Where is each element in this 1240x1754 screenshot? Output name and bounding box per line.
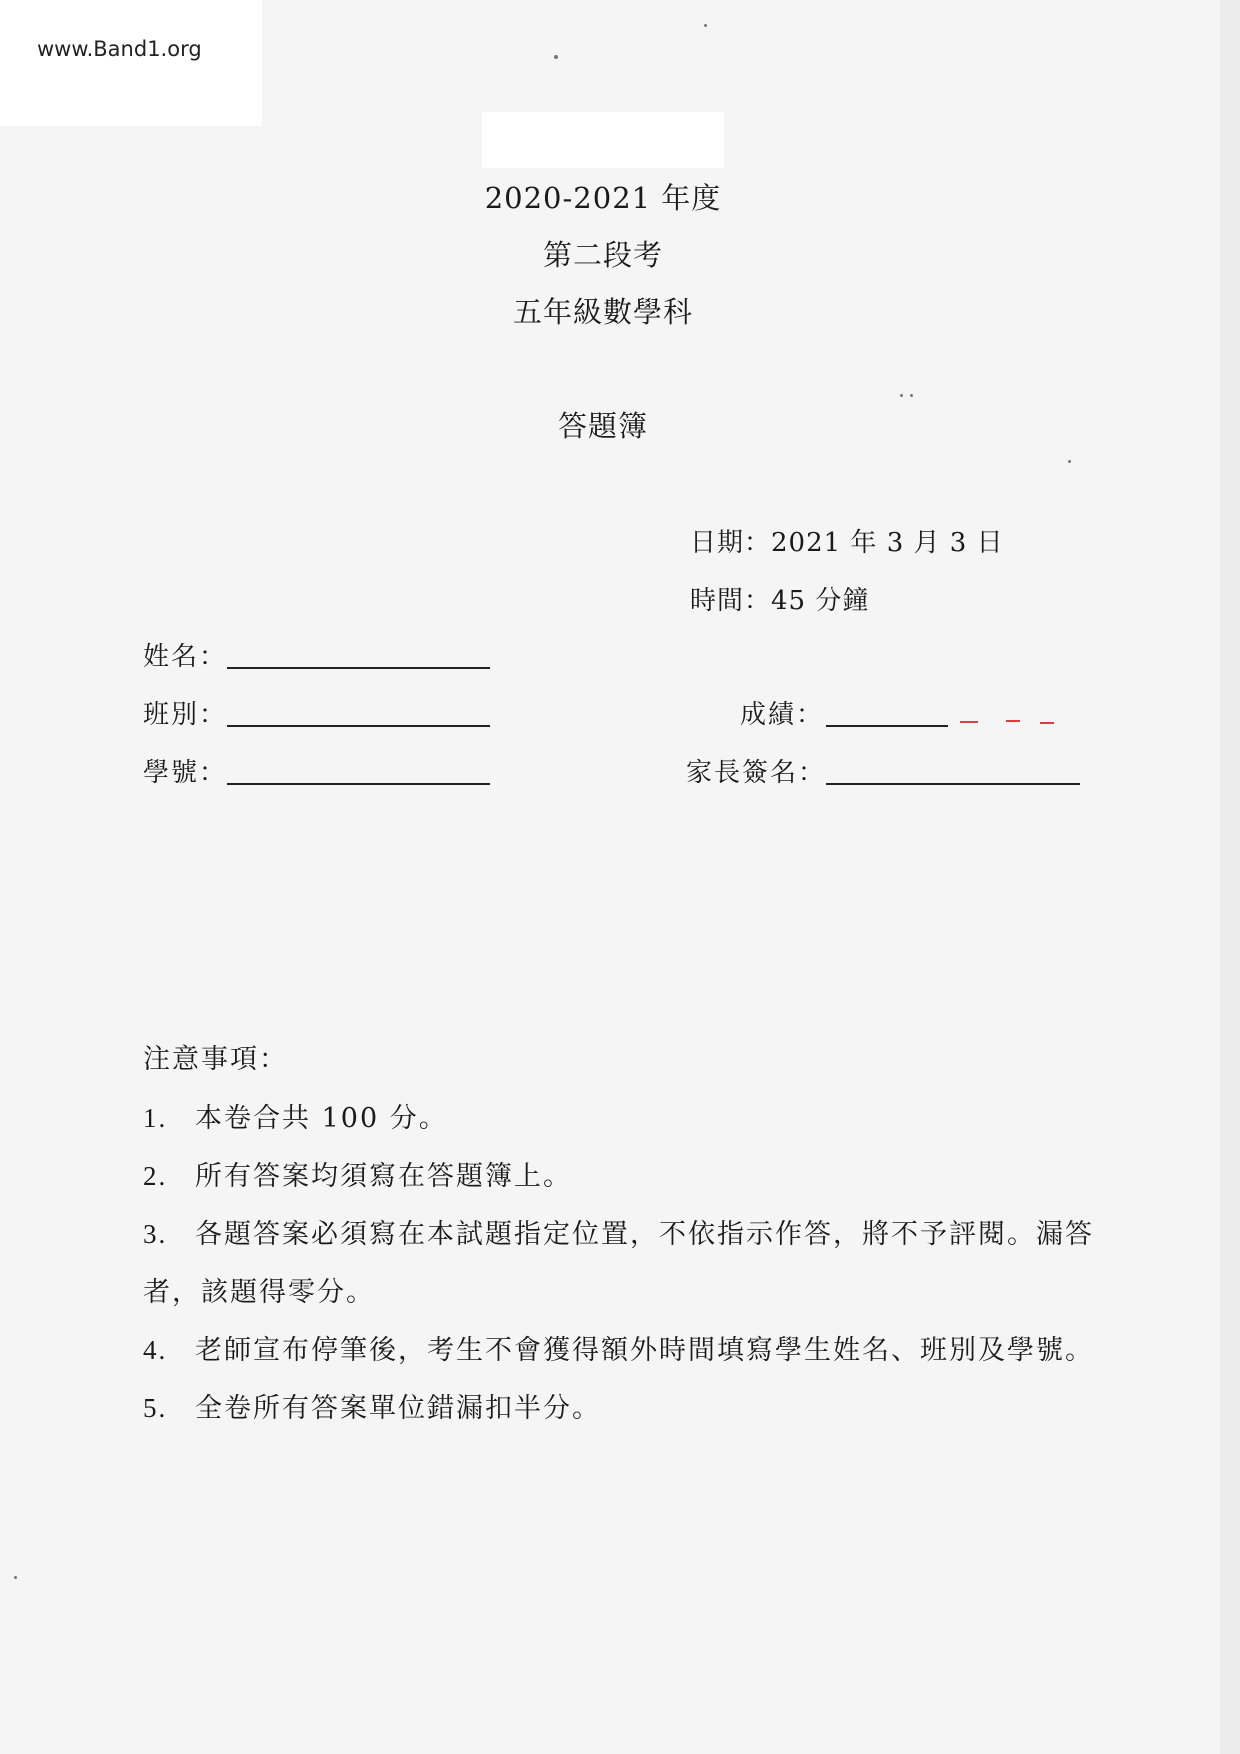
- student-number-label: 學號：: [143, 758, 228, 788]
- redacted-school-name: [482, 112, 724, 168]
- scan-speck: [704, 24, 707, 27]
- notice-title: 注意事項：: [143, 1044, 288, 1075]
- parent-signature-label: 家長簽名：: [686, 758, 827, 788]
- score-blank: [826, 725, 948, 727]
- scan-speck: [554, 55, 558, 59]
- exam-duration: 時間：45 分鐘: [690, 586, 870, 616]
- notice-text: 各題答案必須寫在本試題指定位置，不依指示作答，將不予評閱。漏答: [195, 1219, 1094, 1250]
- notice-item: [143, 1386, 601, 1425]
- school-year-heading: 2020-2021 年度: [484, 181, 722, 215]
- red-ink-mark: [1006, 720, 1020, 722]
- site-watermark: www.Band1.org: [37, 37, 202, 61]
- red-ink-mark: [1040, 722, 1054, 724]
- scan-speck: [1068, 460, 1071, 463]
- notice-number: 4.: [143, 1335, 168, 1365]
- notice-number: 3.: [143, 1219, 168, 1249]
- notice-number: 5.: [143, 1393, 168, 1423]
- score-label: 成績：: [740, 700, 825, 730]
- booklet-title: 答題簿: [557, 409, 648, 443]
- notice-item: [143, 1096, 448, 1135]
- student-number-blank: [227, 783, 490, 785]
- subject-heading: 五年級數學科: [512, 295, 693, 329]
- parent-signature-blank: [826, 783, 1080, 785]
- scan-speck: [14, 1576, 17, 1579]
- scan-speck: [910, 394, 913, 397]
- notice-number: 1.: [143, 1103, 168, 1133]
- notice-text: 本卷合共 100 分。: [195, 1103, 448, 1134]
- notice-item: [143, 1212, 1094, 1251]
- notice-number: 2.: [143, 1161, 168, 1191]
- exam-term-heading: 第二段考: [542, 238, 663, 272]
- watermark-background: [0, 0, 262, 126]
- name-blank: [227, 667, 490, 669]
- red-ink-mark: [960, 721, 978, 723]
- name-label: 姓名：: [143, 642, 228, 672]
- notice-text: 老師宣布停筆後，考生不會獲得額外時間填寫學生姓名、班別及學號。: [195, 1335, 1094, 1366]
- notice-item: [143, 1154, 572, 1193]
- notice-item: [143, 1328, 1094, 1367]
- notice-text: 全卷所有答案單位錯漏扣半分。: [195, 1393, 601, 1424]
- notice-text-continued: 者，該題得零分。: [143, 1277, 375, 1308]
- scan-edge: [1220, 0, 1240, 1754]
- scan-speck: [900, 394, 903, 397]
- class-blank: [227, 725, 490, 727]
- class-label: 班別：: [143, 700, 228, 730]
- exam-date: 日期：2021 年 3 月 3 日: [690, 528, 1004, 558]
- notice-text: 所有答案均須寫在答題簿上。: [195, 1161, 572, 1192]
